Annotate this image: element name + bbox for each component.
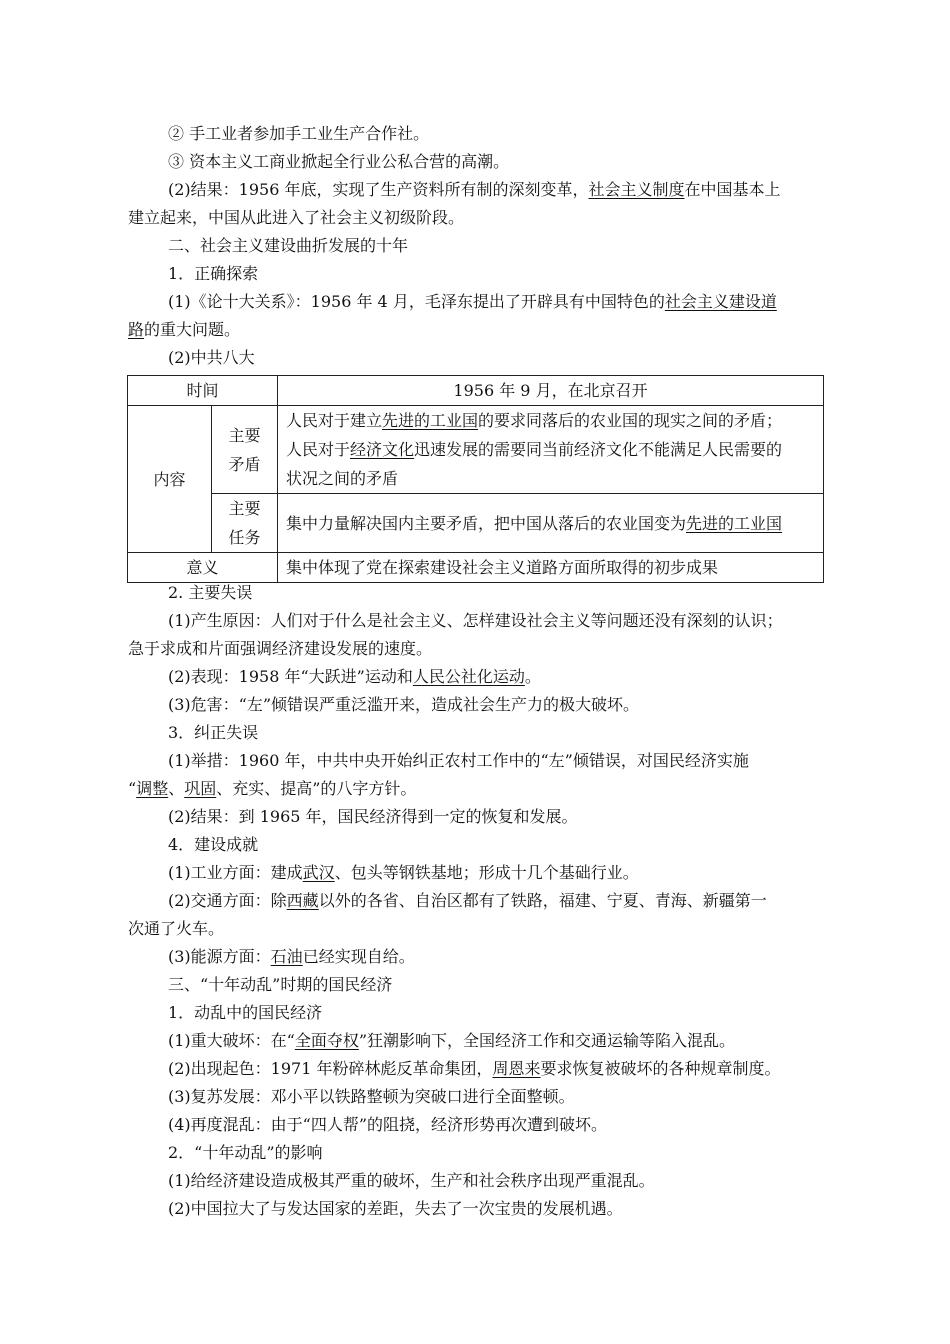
paragraph: (2)中共八大: [168, 348, 255, 367]
underlined-term: 全面夺权: [294, 1031, 359, 1050]
paragraph: 建立起来，中国从此进入了社会主义初级阶段。: [128, 208, 465, 227]
table-header-cell: 时间: [128, 376, 278, 406]
underlined-term: 人民公社化运动: [412, 667, 525, 686]
underlined-term: 巩固: [184, 779, 217, 798]
subsection-heading: 2．“十年动乱”的影响: [168, 1143, 323, 1162]
paragraph: 路的重大问题。: [128, 320, 241, 339]
subsection-heading: 1．动乱中的国民经济: [168, 1003, 323, 1022]
subsection-heading: 3．纠正失误: [168, 723, 259, 742]
subsection-heading: 1．正确探索: [168, 264, 259, 283]
table-row: [128, 406, 824, 494]
underlined-term: 先进的工业国: [382, 411, 479, 430]
paragraph: (2)结果：1956 年底，实现了生产资料所有制的深刻变革，社会主义制度在中国基本上: [168, 180, 781, 199]
paragraph: (1)产生原因：人们对于什么是社会主义、怎样建设社会主义等问题还没有深刻的认识；: [168, 611, 783, 630]
section-heading: 三、“十年动乱”时期的国民经济: [168, 975, 393, 994]
paragraph: (4)再度混乱：由于“四人帮”的阻挠，经济形势再次遭到破坏。: [168, 1115, 608, 1134]
paragraph: 次通了火车。: [128, 919, 225, 938]
table-row: [128, 553, 824, 583]
table-row: [128, 376, 824, 406]
paragraph: (1)举措：1960 年，中共中央开始纠正农村工作中的“左”倾错误，对国民经济实施: [168, 751, 749, 770]
underlined-term: 先进的工业国: [686, 513, 783, 533]
eighth-congress-table: [127, 375, 824, 583]
underlined-term: 西藏: [286, 891, 319, 910]
paragraph: (3)危害：“左”倾错误严重泛滥开来，造成社会生产力的极大破坏。: [168, 695, 640, 714]
underlined-term: 经济文化: [350, 440, 415, 459]
paragraph: (2)出现起色：1971 年粉碎林彪反革命集团，周恩来要求恢复被破坏的各种规章制度。: [168, 1059, 781, 1078]
underlined-term: 调整: [136, 779, 169, 798]
paragraph: (2)结果：到 1965 年，国民经济得到一定的恢复和发展。: [168, 807, 578, 826]
paragraph: “调整、巩固、充实、提高”的八字方针。: [128, 779, 417, 798]
paragraph: (1)工业方面：建成武汉、包头等钢铁基地；形成十几个基础行业。: [168, 863, 639, 882]
underlined-term: 周恩来: [492, 1059, 541, 1078]
table-cell: 集中力量解决国内主要矛盾，把中国从落后的农业国变为先进的工业国: [278, 494, 824, 553]
section-heading: 二、社会主义建设曲折发展的十年: [168, 236, 409, 255]
underlined-term: 社会主义制度: [588, 180, 685, 199]
subsection-heading: 4．建设成就: [168, 835, 259, 854]
paragraph: ② 手工业者参加手工业生产合作社。: [168, 124, 430, 143]
table-cell: 人民对于建立先进的工业国的要求同落后的农业国的现实之间的矛盾； 人民对于经济文化迅速发展的需要同当前经济文化不能满足人民需要的 状况之间的矛盾: [278, 406, 824, 494]
paragraph: (1)给经济建设造成极其严重的破坏，生产和社会秩序出现严重混乱。: [168, 1171, 655, 1190]
paragraph: (2)交通方面：除西藏以外的各省、自治区都有了铁路，福建、宁夏、青海、新疆第一: [168, 891, 767, 910]
subsection-heading: 2. 主要失误: [168, 583, 253, 602]
table-header-cell: 主要 任务: [212, 494, 278, 553]
underlined-term: 石油: [270, 947, 303, 966]
table-row: [128, 494, 824, 553]
paragraph: (1)《论十大关系》：1956 年 4 月，毛泽东提出了开辟具有中国特色的社会主义建设道: [168, 292, 777, 311]
underlined-term: 武汉: [302, 863, 335, 882]
paragraph: (2)中国拉大了与发达国家的差距，失去了一次宝贵的发展机遇。: [168, 1199, 623, 1218]
table-header-cell: 主要 矛盾: [212, 406, 278, 494]
underlined-term: 社会主义建设道: [664, 292, 777, 311]
table-header-cell: 意义: [128, 553, 278, 583]
paragraph: (2)表现：1958 年“大跃进”运动和人民公社化运动。: [168, 667, 541, 686]
table-header-cell: 内容: [128, 406, 212, 553]
paragraph: 急于求成和片面强调经济建设发展的速度。: [128, 639, 433, 658]
paragraph: ③ 资本主义工商业掀起全行业公私合营的高潮。: [168, 152, 510, 171]
paragraph: (3)能源方面：石油已经实现自给。: [168, 947, 415, 966]
table-cell: 集中体现了党在探索建设社会主义道路方面所取得的初步成果: [278, 553, 824, 583]
paragraph: (1)重大破坏：在“全面夺权”狂潮影响下，全国经济工作和交通运输等陷入混乱。: [168, 1031, 736, 1050]
paragraph: (3)复苏发展：邓小平以铁路整顿为突破口进行全面整顿。: [168, 1087, 575, 1106]
underlined-term: 路: [128, 320, 145, 339]
table-cell: 1956 年 9 月，在北京召开: [278, 376, 824, 406]
